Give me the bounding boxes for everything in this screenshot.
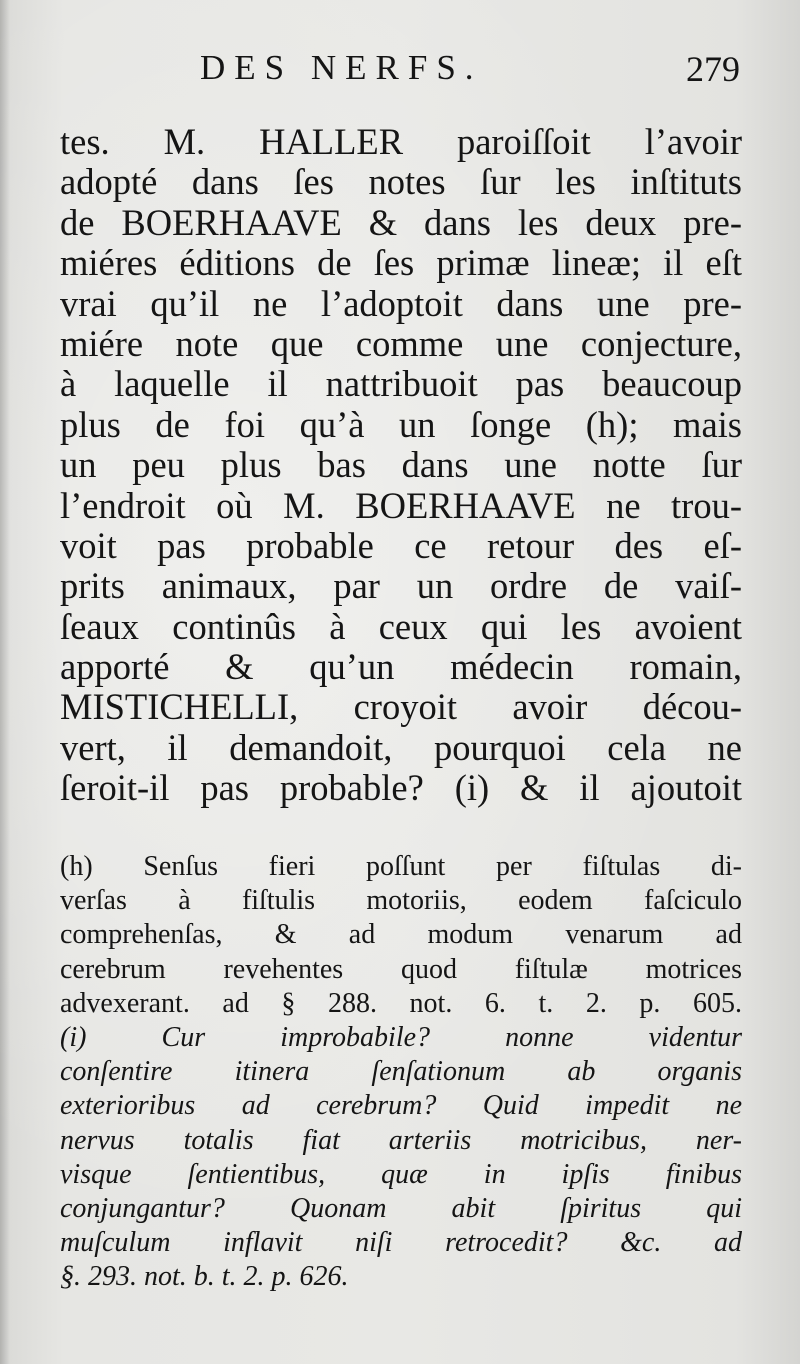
footnote-line: visque ſentientibus, quæ in ipſis finibus	[60, 1158, 742, 1190]
text-line: vert, il demandoit, pourquoi cela ne	[60, 726, 742, 768]
footnotes	[60, 850, 742, 1294]
text-line: adopté dans ſes notes ſur les inſtituts	[60, 161, 742, 203]
footnote-line: exterioribus ad cerebrum? Quid impedit ne	[60, 1090, 742, 1122]
text-line: vrai qu’il ne l’adoptoit dans une pre-	[60, 282, 742, 324]
main-text	[60, 122, 742, 809]
footnote-h	[60, 850, 742, 1021]
text-line: de BOERHAAVE & dans les deux pre-	[60, 201, 742, 243]
text-line: miére note que comme une conjecture,	[60, 322, 742, 364]
page-edge-shadow	[0, 0, 10, 1364]
footnote-line: conjungantur? Quonam abit ſpiritus qui	[60, 1192, 742, 1224]
text-line: voit pas probable ce retour des eſ-	[60, 524, 742, 566]
text-line: tes. M. HALLER paroiſſoit l’avoir	[60, 121, 742, 162]
text-line: à laquelle il nattribuoit pas beaucoup	[60, 363, 742, 405]
footnote-i	[60, 1021, 742, 1295]
footnote-line: verſas à fiſtulis motoriis, eodem faſciculo	[60, 885, 742, 917]
footnote-line: advexerant. ad § 288. not. 6. t. 2. p. 605.	[60, 987, 742, 1019]
text-line: MISTICHELLI, croyoit avoir décou-	[60, 686, 742, 728]
text-line: l’endroit où M. BOERHAAVE ne trou-	[60, 484, 742, 526]
text-line: miéres éditions de ſes primæ lineæ; il eſt	[60, 242, 742, 284]
footnote-line: (i) Cur improbabile? nonne videntur	[60, 1021, 742, 1053]
text-line: plus de foi qu’à un ſonge (h); mais	[60, 403, 742, 445]
footnote-line: nervus totalis fiat arteriis motricibus, ner-	[60, 1124, 742, 1156]
text-line: apporté & qu’un médecin romain,	[60, 646, 742, 688]
text-line: ſeroit-il pas probable? (i) & il ajoutoit	[60, 767, 742, 809]
footnote-line: §. 293. not. b. t. 2. p. 626.	[60, 1261, 349, 1293]
footnote-line: cerebrum revehentes quod fiſtulæ motrices	[60, 953, 742, 985]
footnote-line: (h) Senſus fieri poſſunt per fiſtulas di-	[60, 851, 742, 882]
page-number: 279	[686, 49, 740, 89]
text-line: un peu plus bas dans une notte ſur	[60, 444, 742, 486]
text-line: prits animaux, par un ordre de vaiſ-	[60, 565, 742, 607]
footnote-line: conſentire itinera ſenſationum ab organis	[60, 1056, 742, 1088]
running-head-title: DES NERFS.	[200, 48, 483, 87]
footnote-line: muſculum inflavit niſi retrocedit? &c. ad	[60, 1227, 742, 1259]
text-line: ſeaux continûs à ceux qui les avoient	[60, 605, 742, 647]
running-head	[0, 48, 800, 98]
footnote-line: comprehenſas, & ad modum venarum ad	[60, 919, 742, 951]
